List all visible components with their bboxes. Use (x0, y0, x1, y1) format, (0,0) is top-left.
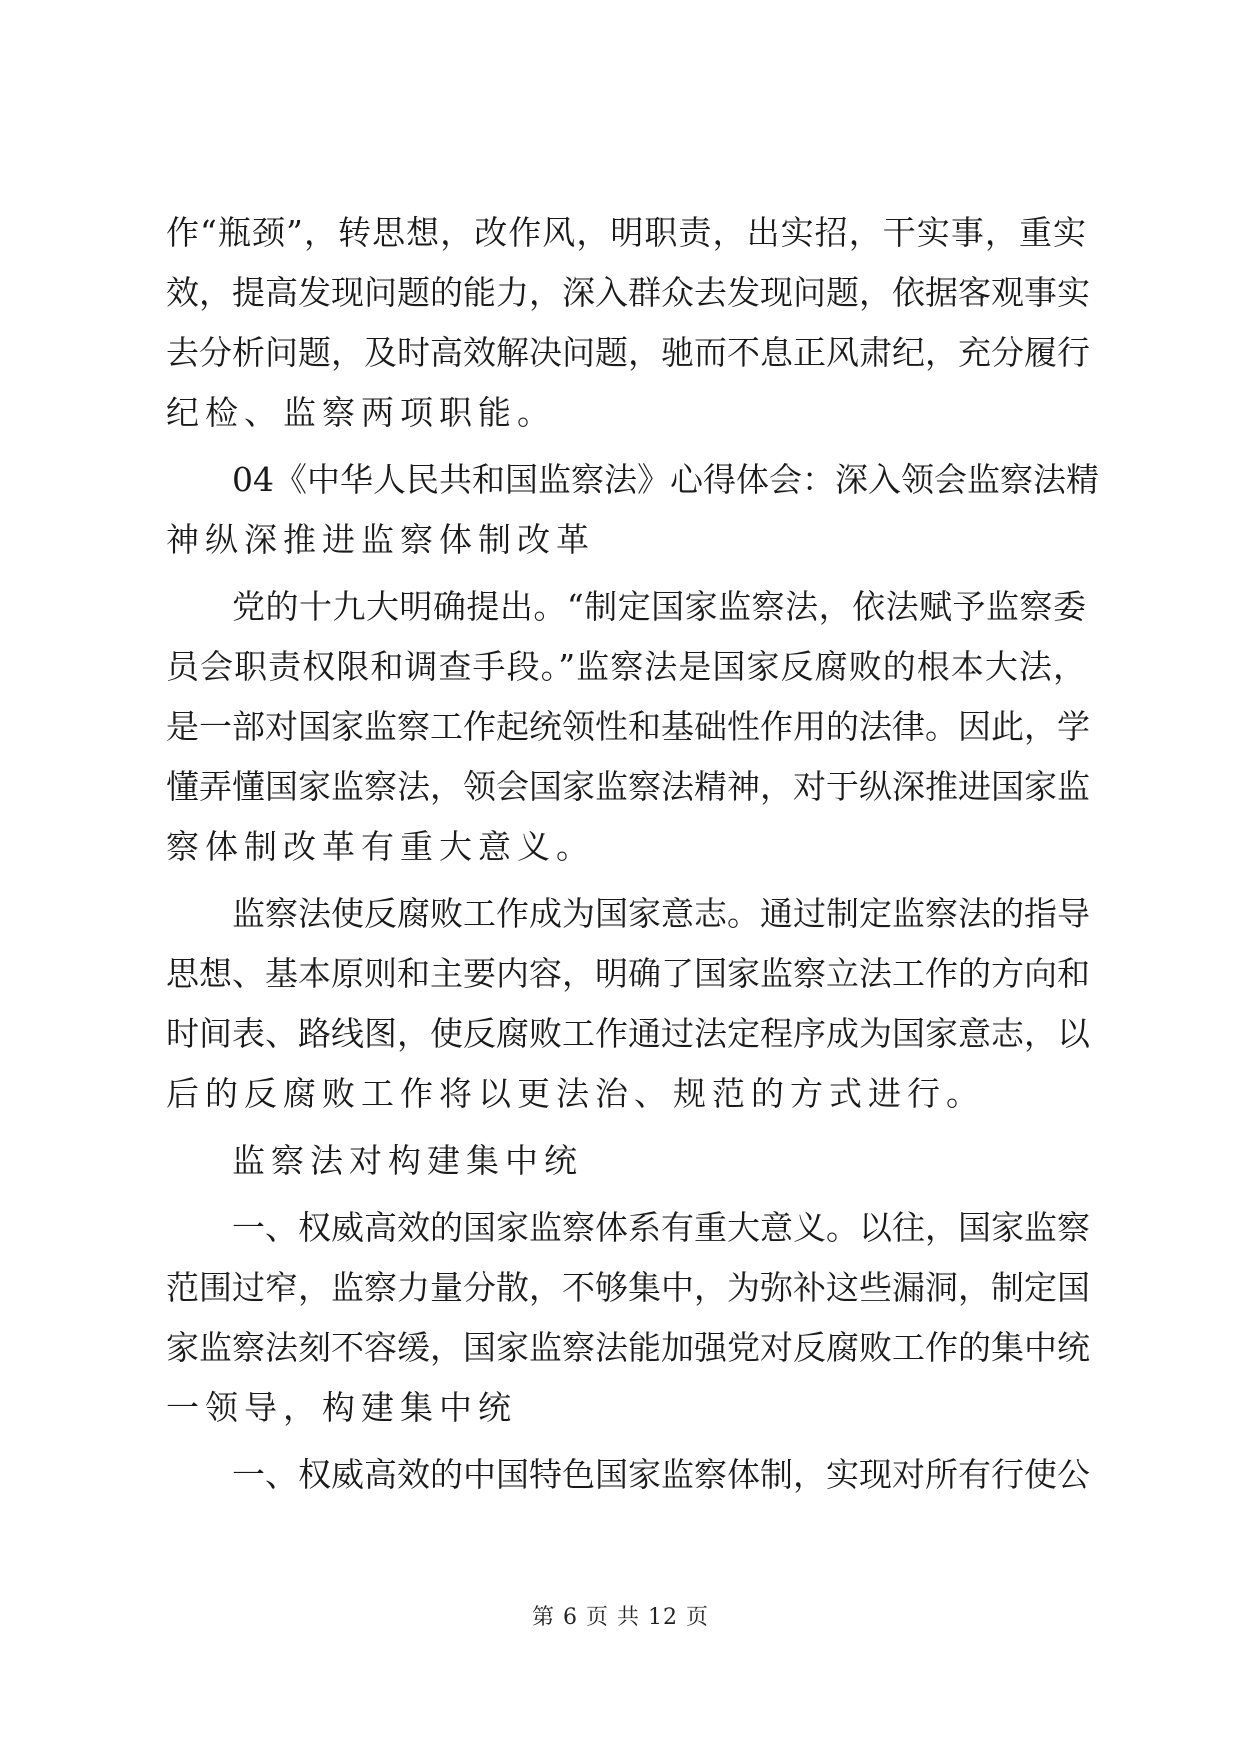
body-line: 思想、基本原则和主要内容，明确了国家监察立法工作的方向和 (166, 954, 1090, 993)
body-line: 党的十九大明确提出。“制定国家监察法，依法赋予监察委 (232, 587, 1086, 626)
body-line: 后的反腐败工作将以更法治、规范的方式进行。 (166, 1074, 985, 1113)
body-line: 是一部对国家监察工作起统领性和基础性作用的法律。因此，学 (166, 707, 1090, 746)
body-line: 一、权威高效的国家监察体系有重大意义。以往，国家监察 (232, 1208, 1090, 1247)
body-line: 监察法使反腐败工作成为国家意志。通过制定监察法的指导 (232, 894, 1090, 933)
body-line: 时间表、路线图，使反腐败工作通过法定程序成为国家意志，以 (166, 1014, 1090, 1053)
body-line: 效，提高发现问题的能力，深入群众去发现问题，依据客观事实 (166, 273, 1090, 312)
body-line: 一领导，构建集中统 (166, 1388, 517, 1427)
body-line: 员会职责权限和调查手段。”监察法是国家反腐败的根本大法， (166, 647, 1086, 686)
body-line: 家监察法刻不容缓，国家监察法能加强党对反腐败工作的集中统 (166, 1328, 1090, 1367)
section-heading-line: 04《中华人民共和国监察法》心得体会：深入领会监察法精 (232, 460, 1099, 499)
body-line: 范围过窄，监察力量分散，不够集中，为弥补这些漏洞，制定国 (166, 1268, 1090, 1307)
body-line: 纪检、监察两项职能。 (166, 393, 556, 432)
section-heading-line: 神纵深推进监察体制改革 (166, 520, 595, 559)
body-line: 去分析问题，及时高效解决问题，驰而不息正风肃纪，充分履行 (166, 333, 1090, 372)
body-line: 监察法对构建集中统 (232, 1141, 583, 1180)
body-line: 察体制改革有重大意义。 (166, 827, 595, 866)
body-line: 作“瓶颈”，转思想，改作风，明职责，出实招，干实事，重实 (166, 213, 1086, 252)
page-number-footer: 第 6 页 共 12 页 (532, 1605, 709, 1630)
body-line: 一、权威高效的中国特色国家监察体制，实现对所有行使公 (232, 1455, 1090, 1494)
body-line: 懂弄懂国家监察法，领会国家监察法精神，对于纵深推进国家监 (166, 767, 1090, 806)
